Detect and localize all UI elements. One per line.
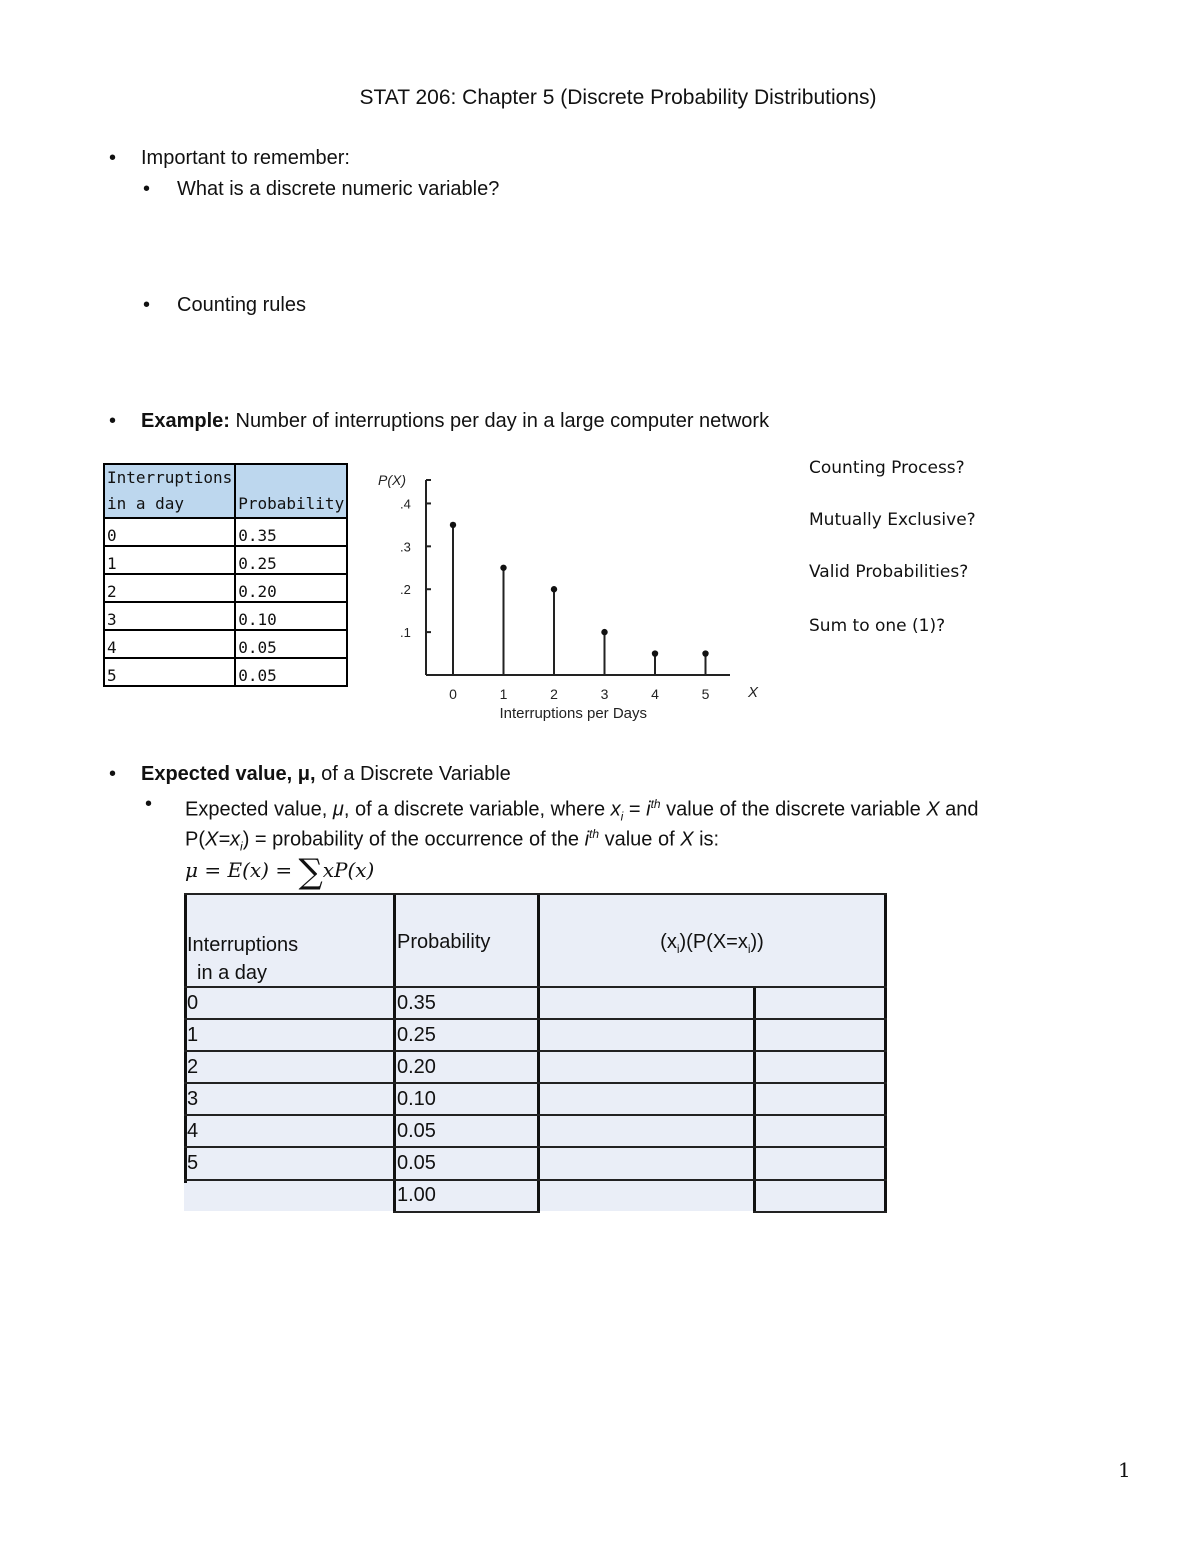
table-row: 4 0.05 (104, 630, 347, 658)
table-cell-p: 0.05 (397, 1152, 436, 1174)
data-point (601, 629, 607, 635)
data-point (652, 650, 658, 656)
table-border (393, 1211, 540, 1213)
table-border (184, 1179, 887, 1181)
table-cell-p: 0.35 (397, 992, 436, 1014)
table-border (184, 1082, 887, 1084)
question-mutually-exclusive: Mutually Exclusive? (809, 510, 976, 530)
header-probability: Probability (397, 931, 491, 953)
data-point (551, 586, 557, 592)
table-border (884, 893, 887, 1213)
x-axis-label: Interruptions per Days (499, 705, 648, 722)
bullet-example: • Example: Number of interruptions per day in a large computer network (109, 410, 770, 432)
bullet-dot-icon: • (145, 793, 153, 815)
table-row: 5 0.05 (104, 658, 347, 686)
table-cell-x: 0 (187, 992, 199, 1014)
bullet-dot-icon: • (109, 763, 117, 785)
table-border (184, 1050, 887, 1052)
table-cell-p: 0.10 (397, 1088, 436, 1110)
bullet-expected-value: • Expected value, μ, of a Discrete Variable (109, 763, 511, 785)
table-cell-p: 0.25 (397, 1024, 436, 1046)
x-tick-label: 0 (449, 686, 457, 702)
probability-chart (370, 468, 770, 728)
bullet-dot-icon: • (109, 410, 117, 432)
y-tick-label: .3 (400, 539, 411, 555)
table-border (184, 1018, 887, 1020)
expected-value-table (184, 893, 887, 1213)
table-border (753, 1211, 887, 1213)
x-tick-label: 2 (550, 686, 558, 702)
x-tick-label: 3 (600, 686, 609, 702)
header-xi-times-probability: $(x_i)(P(X=x_i))$ (660, 931, 764, 956)
question-valid-probabilities: Valid Probabilities? (809, 562, 969, 582)
x-tick-label: 5 (701, 686, 710, 702)
table-header-row (104, 464, 347, 518)
y-tick-label: .4 (400, 496, 411, 512)
question-sum-to-one: Sum to one (1)? (809, 616, 946, 636)
table-row: 1 0.25 (104, 546, 347, 574)
expected-value-definition-line1: • Expected value, μ, of a discrete variable, where $x_i = i^{th}$ value of the discrete variable X and (145, 793, 979, 824)
x-tick-label: 1 (499, 686, 508, 702)
page-title: STAT 206: Chapter 5 (Discrete Probability Distributions) (359, 86, 877, 109)
x-tick-label: 4 (651, 686, 659, 702)
table-cell-x: 5 (187, 1152, 199, 1174)
x-axis-symbol: X (748, 684, 759, 701)
data-point (450, 522, 456, 528)
question-counting-process: Counting Process? (809, 458, 965, 478)
table-border (393, 893, 396, 1213)
data-point (702, 650, 708, 656)
header-interruptions: Interruptions in a day (104, 464, 235, 518)
table-cell-x: 1 (187, 1024, 199, 1046)
expected-value-definition-line2: $P(X=x_i)$ = probability of the occurrence of the $i^{th}$ value of X is: (185, 827, 720, 854)
bullet-dot-icon: • (143, 178, 151, 200)
table-row: 0 0.35 (104, 518, 347, 546)
y-tick-label: .1 (400, 625, 411, 641)
table-border (184, 1146, 887, 1148)
expected-value-formula: μ = E(x) = ∑xP(x) (185, 852, 375, 892)
bullet-dot-icon: • (143, 294, 151, 316)
table-cell-x: 2 (187, 1056, 199, 1078)
bullet-important: • Important to remember: (109, 147, 350, 169)
table-cell-p: 0.20 (397, 1056, 436, 1078)
table-border (184, 893, 887, 895)
table-border (184, 1114, 887, 1116)
header-probability: Probability (235, 464, 347, 518)
table-row: 3 0.10 (104, 602, 347, 630)
header-interruptions: Interruptions in a day (187, 934, 299, 984)
table-cell-total: 1.00 (397, 1184, 436, 1206)
table-cell-x: 3 (187, 1088, 199, 1110)
data-point (500, 565, 506, 571)
probability-table-small (103, 463, 348, 687)
bullet-dot-icon: • (109, 147, 117, 169)
page-number: 1 (1118, 1458, 1131, 1482)
table-cell-p: 0.05 (397, 1120, 436, 1142)
y-tick-label: .2 (400, 582, 411, 598)
table-row: 2 0.20 (104, 574, 347, 602)
y-axis-label: P(X) (378, 472, 406, 488)
table-cell-x: 4 (187, 1120, 199, 1142)
bullet-discrete-question: • What is a discrete numeric variable? (143, 178, 500, 200)
bullet-counting-rules: • Counting rules (143, 294, 306, 316)
